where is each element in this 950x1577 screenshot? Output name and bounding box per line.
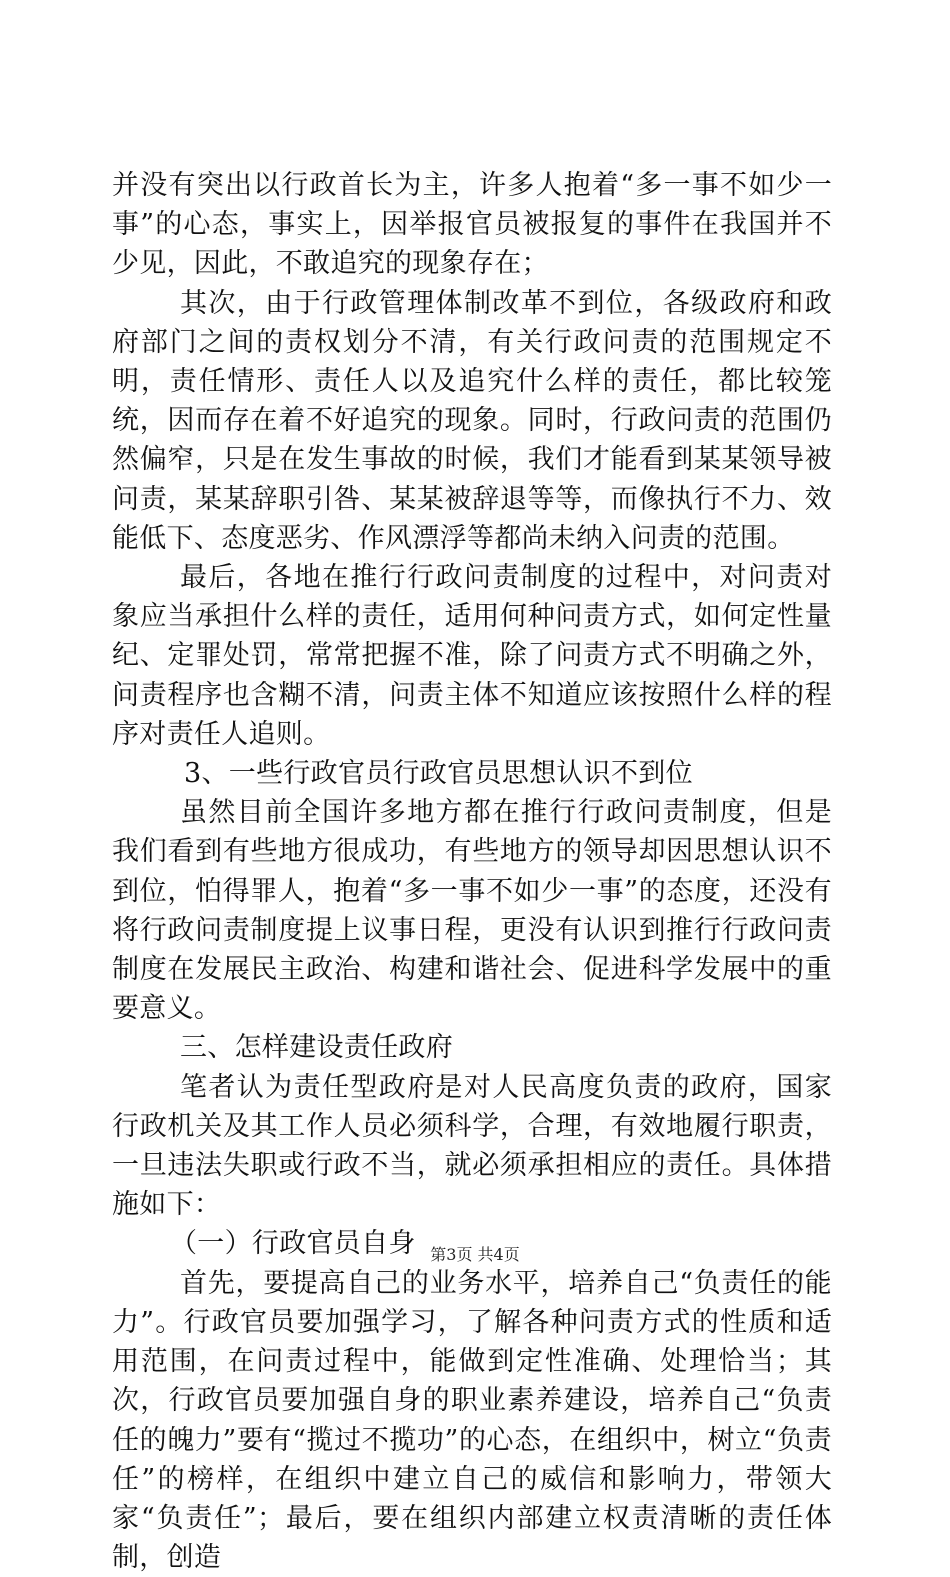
page-number-footer: 第3页 共4页 bbox=[430, 1245, 520, 1264]
paragraph-finally: 最后，各地在推行行政问责制度的过程中，对问责对象应当承担什么样的责任，适用何种问责方式，如何定性量纪、定罪处罚，常常把握不准，除了问责方式不明确之外，问责程序也含糊不清，问责主体不知道应该按照什么样的程序对责任人追则。 bbox=[112, 562, 832, 750]
paragraph-awareness: 虽然目前全国许多地方都在推行行政问责制度，但是我们看到有些地方很成功，有些地方的领导却因思想认识不到位，怕得罪人，抱着“多一事不如少一事”的态度，还没有将行政问责制度提上议事日程，更没有认识到推行行政问责制度在发展民主政治、构建和谐社会、促进科学发展中的重要意义。 bbox=[112, 797, 832, 1025]
section-heading-3: 3、一些行政官员行政官员思想认识不到位 bbox=[184, 758, 693, 790]
subsection-heading-1: （一）行政官员自身 bbox=[170, 1228, 416, 1260]
paragraph-first-measure: 首先，要提高自己的业务水平，培养自己“负责任的能力”。行政官员要加强学习，了解各种问责方式的性质和适用范围，在问责过程中，能做到定性准确、处理恰当；其次，行政官员要加强自身的职业素养建设，培养自己“负责任的魄力”要有“揽过不揽功”的心态，在组织中，树立“负责任”的榜样，在组织中建立自己的威信和影响力，带领大家“负责任”；最后，要在组织内部建立权责清晰的责任体制，创造 bbox=[112, 1267, 832, 1574]
document-body bbox=[112, 166, 832, 1577]
paragraph-author-view: 笔者认为责任型政府是对人民高度负责的政府，国家行政机关及其工作人员必须科学，合理，有效地履行职责，一旦违法失职或行政不当，就必须承担相应的责任。具体措施如下： bbox=[112, 1071, 832, 1221]
paragraph-secondly: 其次，由于行政管理体制改革不到位，各级政府和政府部门之间的责权划分不清，有关行政问责的范围规定不明，责任情形、责任人以及追究什么样的责任，都比较笼统，因而存在着不好追究的现象。同时，行政问责的范围仍然偏窄，只是在发生事故的时候，我们才能看到某某领导被问责，某某辞职引咎、某某被辞退等等，而像执行不力、效能低下、态度恶劣、作风漂浮等都尚未纳入问责的范围。 bbox=[112, 287, 832, 554]
chapter-heading-3: 三、怎样建设责任政府 bbox=[180, 1032, 453, 1064]
paragraph-continuation: 并没有突出以行政首长为主，许多人抱着“多一事不如少一事”的心态，事实上，因举报官员被报复的事件在我国并不少见，因此，不敢追究的现象存在； bbox=[112, 170, 832, 280]
